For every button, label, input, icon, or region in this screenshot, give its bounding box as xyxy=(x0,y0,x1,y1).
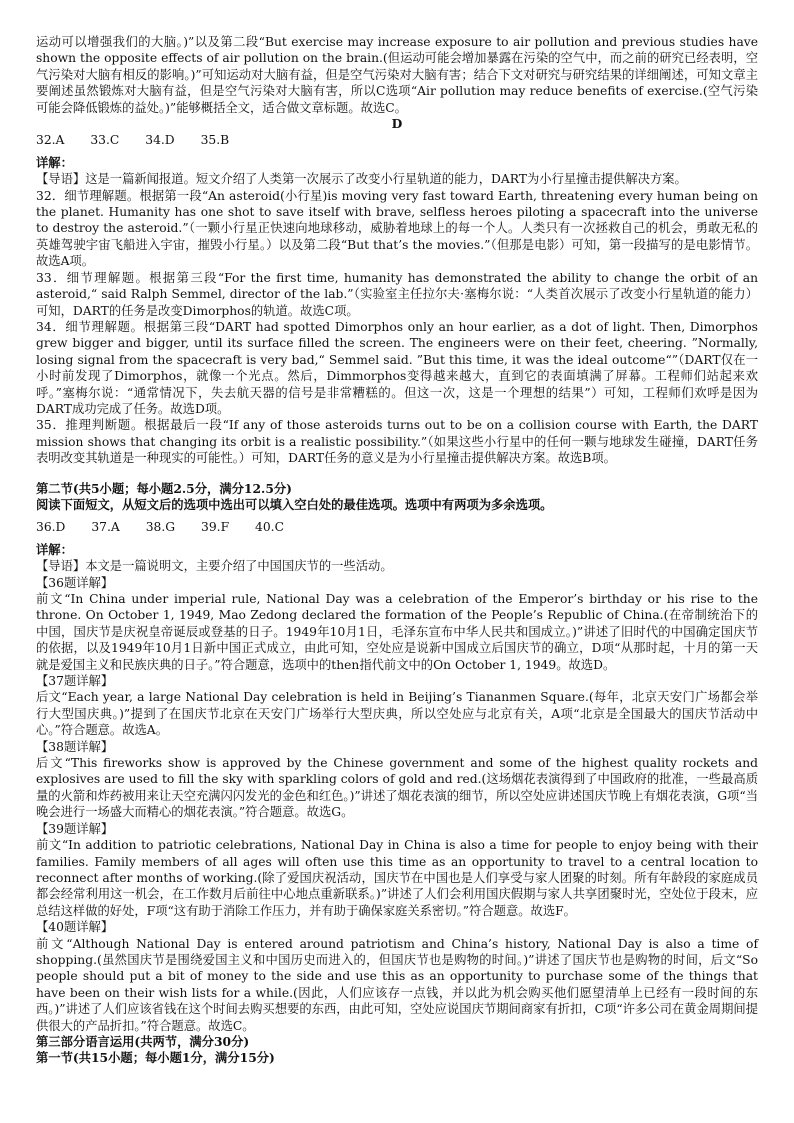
passage-c-explanation: 运动可以增强我们的大脑。)”以及第二段“But exercise may increase exposure to air pollution and previous studies have shown the opposite effects of air pollution on the brain.(但运动可能会增加暴露在污染的空气中，而之前的研究已经表明，空气污染对大脑有相反的影响。)”可知运动对大脑有益，但是空气污染对大脑有害；结合下文对研究与研究结果的详细阐述，可知文章主要阐述虽然锻炼对大脑有益，但是空气污染对大脑有害，所以C选项“Air pollution may reduce benefits of exercise.(空气污染可能会降低锻炼的益处。)”能够概括全文，适合做文章标题。故选C。 xyxy=(36,35,758,115)
question-38-explanation: 后文“This fireworks show is approved by the Chinese government and some of the highest quality rockets and explosives are used to fill the sky with sparkling colors of gold and red.(这场烟花表演得到了中国政府的批准，一些最高质量的火箭和炸药被用来让天空充满闪闪发光的金色和红色。)”讲述了烟花表演的细节，所以空处应讲述国庆节晚上有烟花表演，G项“当晚会进行一场盛大而精心的烟花表演。”符合题意。故选G。 xyxy=(36,756,758,820)
passage-d-intro: 【导语】这是一篇新闻报道。短文介绍了人类第一次展示了改变小行星轨道的能力，DART为小行星撞击提供解决方案。 xyxy=(36,172,687,187)
answer-37: 37.A xyxy=(91,520,120,535)
answer-40: 40.C xyxy=(255,520,284,535)
answer-32: 32.A xyxy=(36,133,65,148)
part-3-title: 第三部分语言运用(共两节，满分30分) xyxy=(36,1033,250,1049)
section-2-detail-label: 详解： xyxy=(36,541,73,557)
question-35-explanation: 35．推理判断题。根据最后一段“If any of those asteroids turns out to be on a collision course with Earth, the DART mission shows that changing its orbit is a realistic possibility.”（如果这些小行星中的任何一颗与地球发生碰撞，DART任务表明改变其轨道是一种现实的可能性。）可知，DART任务的意义是为小行星撞击提供解决方案。故选B项。 xyxy=(36,418,758,466)
answer-36: 36.D xyxy=(36,520,66,535)
question-32-explanation: 32．细节理解题。根据第一段“An asteroid(小行星)is moving very fast toward Earth, threatening every human being on the planet. Humanity has one shot to save itself with brave, selfless heroes piloting a spacecraft into the universe to destroy the asteroid.”（一颗小行星正快速向地球移动，威胁着地球上的每一个人。人类只有一次拯救自己的机会，勇敢无私的英雄驾驶宇宙飞船进入宇宙，摧毁小行星。）以及第二段“But that’s the movies.”（但那是电影）可知，第一段描写的是电影情节。故选A项。 xyxy=(36,188,758,269)
passage-d-answers xyxy=(36,132,758,148)
question-39-label: 【39题详解】 xyxy=(36,821,114,836)
question-33-explanation: 33．细节理解题。根据第三段“For the first time, humanity has demonstrated the ability to change the orbit of an asteroid,“ said Ralph Semmel, director of the lab.”（实验室主任拉尔夫·塞梅尔说：“人类首次展示了改变小行星轨道的能力）可知，DART的任务是改变Dimorphos的轨道。故选C项。 xyxy=(36,270,758,318)
passage-d-detail-label: 详解： xyxy=(36,154,73,170)
question-36-label: 【36题详解】 xyxy=(36,575,114,590)
section-2-answers xyxy=(36,519,758,535)
answer-34: 34.D xyxy=(145,133,175,148)
answer-35: 35.B xyxy=(200,133,230,148)
question-40-label: 【40题详解】 xyxy=(36,920,114,935)
question-40-explanation: 前文“Although National Day is entered around patriotism and China’s history, National Day is also a time of shopping.(虽然国庆节是围绕爱国主义和中国历史而进入的，但国庆节也是购物的时间。)”讲述了国庆节也是购物的时间，后文“So people should put a bit of money to the side and use this as an opportunity to purchase some of the things that have been on their wish lists for a while.(因此，人们应该存一点钱，并以此为机会购买他们愿望清单上已经有一段时间的东西。)”讲述了人们应该省钱在这个时间去购买想要的东西，由此可知，空处应说国庆节期间商家有折扣，C项“许多公司在黄金周期间提供很大的产品折扣。”符合题意。故选C。 xyxy=(36,936,758,1033)
answer-39: 39.F xyxy=(201,520,230,535)
question-37-label: 【37题详解】 xyxy=(36,674,114,689)
answer-38: 38.G xyxy=(145,520,176,535)
section-2-instruction: 阅读下面短文，从短文后的选项中选出可以填入空白处的最佳选项。选项中有两项为多余选项。 xyxy=(36,496,553,512)
question-36-explanation: 前文“In China under imperial rule, National Day was a celebration of the Emperor’s birthday or his rise to the throne. On October 1, 1949, Mao Zedong declared the formation of the People’s Republic of China.(在帝制统治下的中国，国庆节是庆祝皇帝诞辰或登基的日子。1949年10月1日，毛泽东宣布中华人民共和国成立。)”讲述了旧时代的中国确定国庆节的依据，以及1949年10月1日新中国正式成立，由此可知，空处应是说新中国成立后国庆节的确立，D项“从那时起，十月的第一天就是爱国主义和民族庆典的日子。”符合题意，选项中的then指代前文中的On October 1, 1949。故选D。 xyxy=(36,592,758,672)
question-34-explanation: 34．细节理解题。根据第三段“DART had spotted Dimorphos only an hour earlier, as a dot of light. Then, Dimorphos grew bigger and bigger, until its surface filled the screen. The engineers were on their feet, cheering. ”Normally, losing signal from the spacecraft is very bad,“ Semmel said. ”But this time, it was the ideal outcome“”（DART仅在一小时前发现了Dimorphos，就像一个光点。然后，Dimmorphos变得越来越大，直到它的表面填满了屏幕。工程师们站起来欢呼。”塞梅尔说：“通常情况下，失去航天器的信号是非常糟糕的。但这一次，这是一个理想的结果”）可知，工程师们欢呼是因为DART成功完成了任务。故选D项。 xyxy=(36,319,758,416)
question-38-label: 【38题详解】 xyxy=(36,739,114,754)
question-37-explanation: 后文“Each year, a large National Day celebration is held in Beijing’s Tiananmen Square.(每年，北京天安门广场都会举行大型国庆典。)”提到了在国庆节北京在天安门广场举行大型庆典，所以空处应与北京有关，A项“北京是全国最大的国庆节活动中心。”符合题意。故选A。 xyxy=(36,690,758,738)
part-3-subtitle: 第一节(共15小题；每小题1分，满分15分) xyxy=(36,1050,275,1066)
answer-33: 33.C xyxy=(90,133,120,148)
section-2-intro: 【导语】本文是一篇说明文，主要介绍了中国国庆节的一些活动。 xyxy=(36,559,393,574)
passage-d-heading: D xyxy=(391,116,403,132)
question-39-explanation: 前文“In addition to patriotic celebrations, National Day in China is also a time for people to enjoy being with their families. Family members of all ages will often use this time as an opportunity to travel to a central location to reconnect after months of working.(除了爱国庆祝活动，国庆节在中国也是人们享受与家人团聚的时刻。所有年龄段的家庭成员都会经常利用这一机会，在工作数月后前往中心地点重新联系。)”讲述了人们会利用国庆假期与家人共享团聚时光，空处位于段末，应总结这样做的好处，F项“这有助于消除工作压力，并有助于确保家庭关系密切。”符合题意。故选F。 xyxy=(36,838,758,918)
section-2-title: 第二节(共5小题；每小题2.5分，满分12.5分) xyxy=(36,480,292,496)
